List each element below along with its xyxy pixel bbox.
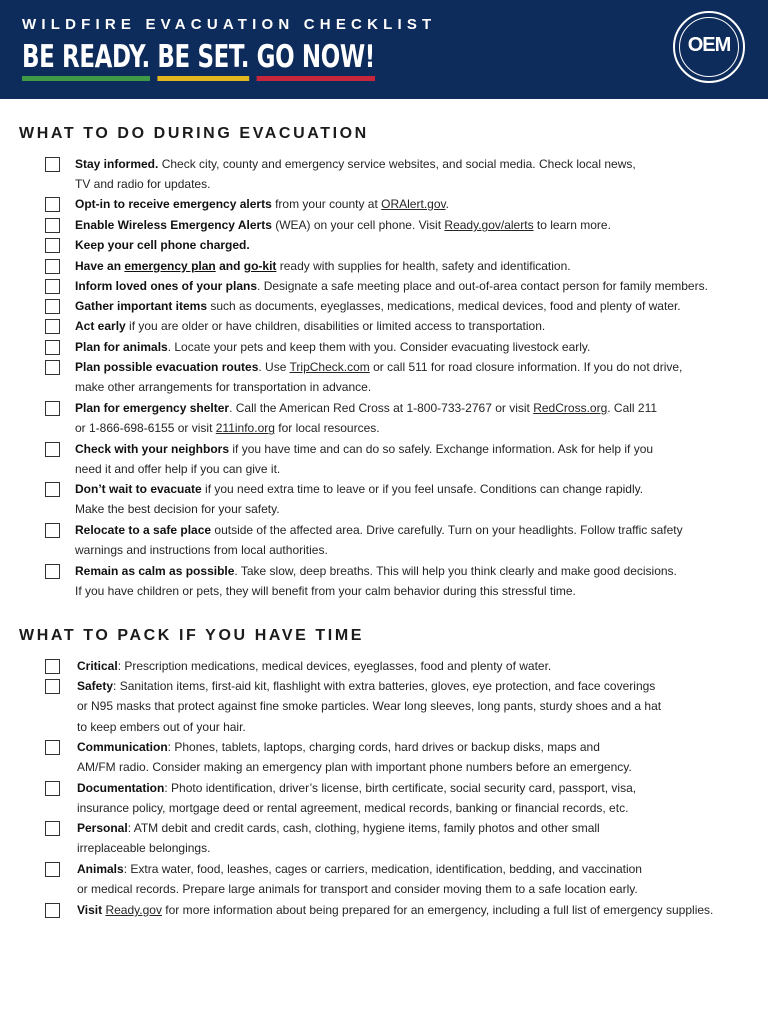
item-text: Make the best decision for your safety. <box>75 502 280 517</box>
checklist-line <box>75 584 576 598</box>
item-text: . Take slow, deep breaths. This will help you think clearly and make good decisions. <box>234 564 677 578</box>
oem-seal-logo <box>673 11 745 83</box>
seal-text: OEM <box>687 34 731 56</box>
link-text: go-kit <box>243 259 277 273</box>
checklist-line <box>77 903 713 917</box>
item-text: . Locate your pets and keep them with you. Consider evacuating livestock early. <box>167 340 591 354</box>
item-text: insurance policy, mortgage deed or rental agreement, medical records, banking or financial records, etc. <box>77 801 629 816</box>
item-text: to keep embers out of your hair. <box>77 719 246 734</box>
checkbox[interactable] <box>45 401 60 416</box>
item-text: TV and radio for updates. <box>75 177 211 192</box>
item-text: : Phones, tablets, laptops, charging cords, hard drives or backup disks, maps and <box>167 740 600 754</box>
item-text: Plan possible evacuation routes <box>75 360 259 374</box>
checklist-line <box>75 380 371 394</box>
link-text: emergency plan <box>124 259 216 273</box>
checkbox[interactable] <box>45 259 60 274</box>
item-text: Check with your neighbors <box>75 442 230 456</box>
checkbox[interactable] <box>45 442 60 457</box>
item-text: : Photo identification, driver’s license, birth certificate, social security card, passport, visa, <box>164 781 637 795</box>
checkbox[interactable] <box>45 740 60 755</box>
checklist-line <box>77 720 246 734</box>
item-text: to learn more. <box>533 218 611 232</box>
item-text: Animals <box>77 862 124 876</box>
checklist-line <box>75 462 280 476</box>
item-text: warnings and instructions from local authorities. <box>75 543 328 558</box>
item-text: : ATM debit and credit cards, cash, clothing, hygiene items, family photos and other small <box>127 821 600 835</box>
item-text: . Designate a safe meeting place and out-of-area contact person for family members. <box>257 279 708 293</box>
item-text: . Use <box>258 360 290 374</box>
checkbox[interactable] <box>45 862 60 877</box>
tagline-ready: BE READY. <box>22 39 150 81</box>
checklist-line <box>75 319 545 333</box>
item-text: need it and offer help if you can give it. <box>75 462 281 477</box>
item-text: Inform loved ones of your plans <box>75 279 258 293</box>
item-text: (WEA) on your cell phone. Visit <box>271 218 445 232</box>
item-text: Act early <box>75 319 126 333</box>
checklist-line <box>75 238 250 252</box>
item-text: : Prescription medications, medical devices, eyeglasses, food and plenty of water. <box>117 659 552 673</box>
item-text: Stay informed. <box>75 157 159 171</box>
checkbox[interactable] <box>45 197 60 212</box>
item-text: Safety <box>77 679 114 693</box>
checklist-line <box>75 218 611 232</box>
item-text: AM/FM radio. Consider making an emergency plan with important phone numbers before an emergency. <box>77 760 632 775</box>
item-text: : Extra water, food, leashes, cages or carriers, medication, identification, bedding, and vaccination <box>123 862 642 876</box>
checklist-line <box>75 259 571 273</box>
item-text: Visit <box>77 903 106 917</box>
checkbox[interactable] <box>45 564 60 579</box>
tagline-go: GO NOW! <box>257 39 375 81</box>
link-text[interactable]: TripCheck.com <box>289 360 370 374</box>
checkbox[interactable] <box>45 360 60 375</box>
link-text[interactable]: RedCross.org <box>533 401 608 415</box>
checkbox[interactable] <box>45 218 60 233</box>
checklist-line <box>75 177 210 191</box>
item-text: . Call the American Red Cross at 1-800-733-2767 or visit <box>229 401 534 415</box>
tagline-set: BE SET. <box>157 39 249 81</box>
checklist-line <box>77 679 655 693</box>
checkbox[interactable] <box>45 523 60 538</box>
section-title-pack: WHAT TO PACK IF YOU HAVE TIME <box>19 627 365 644</box>
checklist-line <box>75 197 449 211</box>
checklist-line <box>77 862 642 876</box>
checklist-line <box>77 882 638 896</box>
item-text: Gather important items <box>75 299 208 313</box>
checklist-line <box>77 699 661 713</box>
checklist-line <box>75 157 636 171</box>
item-text: Have an <box>75 259 125 273</box>
item-text: If you have children or pets, they will benefit from your calm behavior during this stressful time. <box>75 584 576 599</box>
item-text: for local resources. <box>274 421 380 436</box>
item-text: for more information about being prepared for an emergency, including a full list of emergency supplies. <box>161 903 714 917</box>
item-text: Plan for animals <box>75 340 168 354</box>
item-text: and <box>215 259 244 273</box>
item-text: Documentation <box>77 781 165 795</box>
item-text: ready with supplies for health, safety and identification. <box>276 259 571 273</box>
checkbox[interactable] <box>45 679 60 694</box>
checklist-line <box>77 760 632 774</box>
checkbox[interactable] <box>45 781 60 796</box>
item-text: irreplaceable belongings. <box>77 841 211 856</box>
checkbox[interactable] <box>45 340 60 355</box>
item-text: Check city, county and emergency service websites, and social media. Check local news, <box>158 157 636 171</box>
checklist-line <box>75 401 657 415</box>
item-text: Relocate to a safe place <box>75 523 212 537</box>
checkbox[interactable] <box>45 299 60 314</box>
checklist-line <box>77 659 551 673</box>
item-text: . Call 211 <box>607 401 658 415</box>
item-text: or 1-866-698-6155 or visit <box>75 421 216 436</box>
item-text: : Sanitation items, first-aid kit, flashlight with extra batteries, gloves, eye protection, and face coverings <box>113 679 656 693</box>
checkbox[interactable] <box>45 482 60 497</box>
checklist-line <box>75 543 328 557</box>
checkbox[interactable] <box>45 319 60 334</box>
checklist-line <box>75 502 280 516</box>
item-text: Keep your cell phone charged. <box>75 238 250 252</box>
header-banner <box>0 0 768 99</box>
link-text[interactable]: Ready.gov/alerts <box>444 218 534 232</box>
checklist-line <box>75 421 380 435</box>
item-text: or medical records. Prepare large animals for transport and consider moving them to a safe location early. <box>77 882 638 897</box>
item-text: Enable Wireless Emergency Alerts <box>75 218 272 232</box>
section-title-evacuation: WHAT TO DO DURING EVACUATION <box>19 125 369 142</box>
item-text: outside of the affected area. Drive carefully. Turn on your headlights. Follow traffic safety <box>211 523 683 537</box>
checklist-line <box>77 841 210 855</box>
item-text: Communication <box>77 740 168 754</box>
checklist-line <box>77 740 600 754</box>
checklist-line <box>75 564 677 578</box>
checklist-line <box>75 360 682 374</box>
checklist-line <box>77 781 636 795</box>
item-text: Plan for emergency shelter <box>75 401 230 415</box>
checklist-line <box>75 279 708 293</box>
item-text: if you are older or have children, disabilities or limited access to transportation. <box>125 319 546 333</box>
checklist-line <box>75 482 643 496</box>
checkbox[interactable] <box>45 279 60 294</box>
checklist-line <box>75 340 590 354</box>
item-text: make other arrangements for transportation in advance. <box>75 380 372 395</box>
checkbox[interactable] <box>45 903 60 918</box>
item-text: . <box>445 197 449 211</box>
item-text: if you need extra time to leave or if you feel unsafe. Conditions can change rapidly. <box>201 482 644 496</box>
item-text: such as documents, eyeglasses, medications, medical devices, food and plenty of water. <box>207 299 681 313</box>
checklist-line <box>75 299 681 313</box>
item-text: Critical <box>77 659 118 673</box>
item-text: Personal <box>77 821 128 835</box>
link-text[interactable]: ORAlert.gov <box>381 197 446 211</box>
checklist-line <box>75 442 653 456</box>
link-text[interactable]: 211info.org <box>215 421 275 436</box>
checklist-line <box>75 523 683 537</box>
item-text: or call 511 for road closure information. If you do not drive, <box>369 360 683 374</box>
checklist-line <box>77 821 600 835</box>
link-text[interactable]: Ready.gov <box>105 903 162 917</box>
checkbox[interactable] <box>45 238 60 253</box>
checkbox[interactable] <box>45 157 60 172</box>
item-text: from your county at <box>271 197 382 211</box>
item-text: Opt-in to receive emergency alerts <box>75 197 272 211</box>
item-text: if you have time and can do so safely. Exchange information. Ask for help if you <box>229 442 654 456</box>
checkbox[interactable] <box>45 821 60 836</box>
item-text: or N95 masks that protect against fine smoke particles. Wear long sleeves, long pants, sturdy shoes and a hat <box>77 699 662 714</box>
checkbox[interactable] <box>45 659 60 674</box>
item-text: Remain as calm as possible <box>75 564 235 578</box>
tagline <box>22 39 375 81</box>
checklist-line <box>77 801 628 815</box>
item-text: Don’t wait to evacuate <box>75 482 202 496</box>
checklist-kicker: WILDFIRE EVACUATION CHECKLIST <box>22 16 437 33</box>
